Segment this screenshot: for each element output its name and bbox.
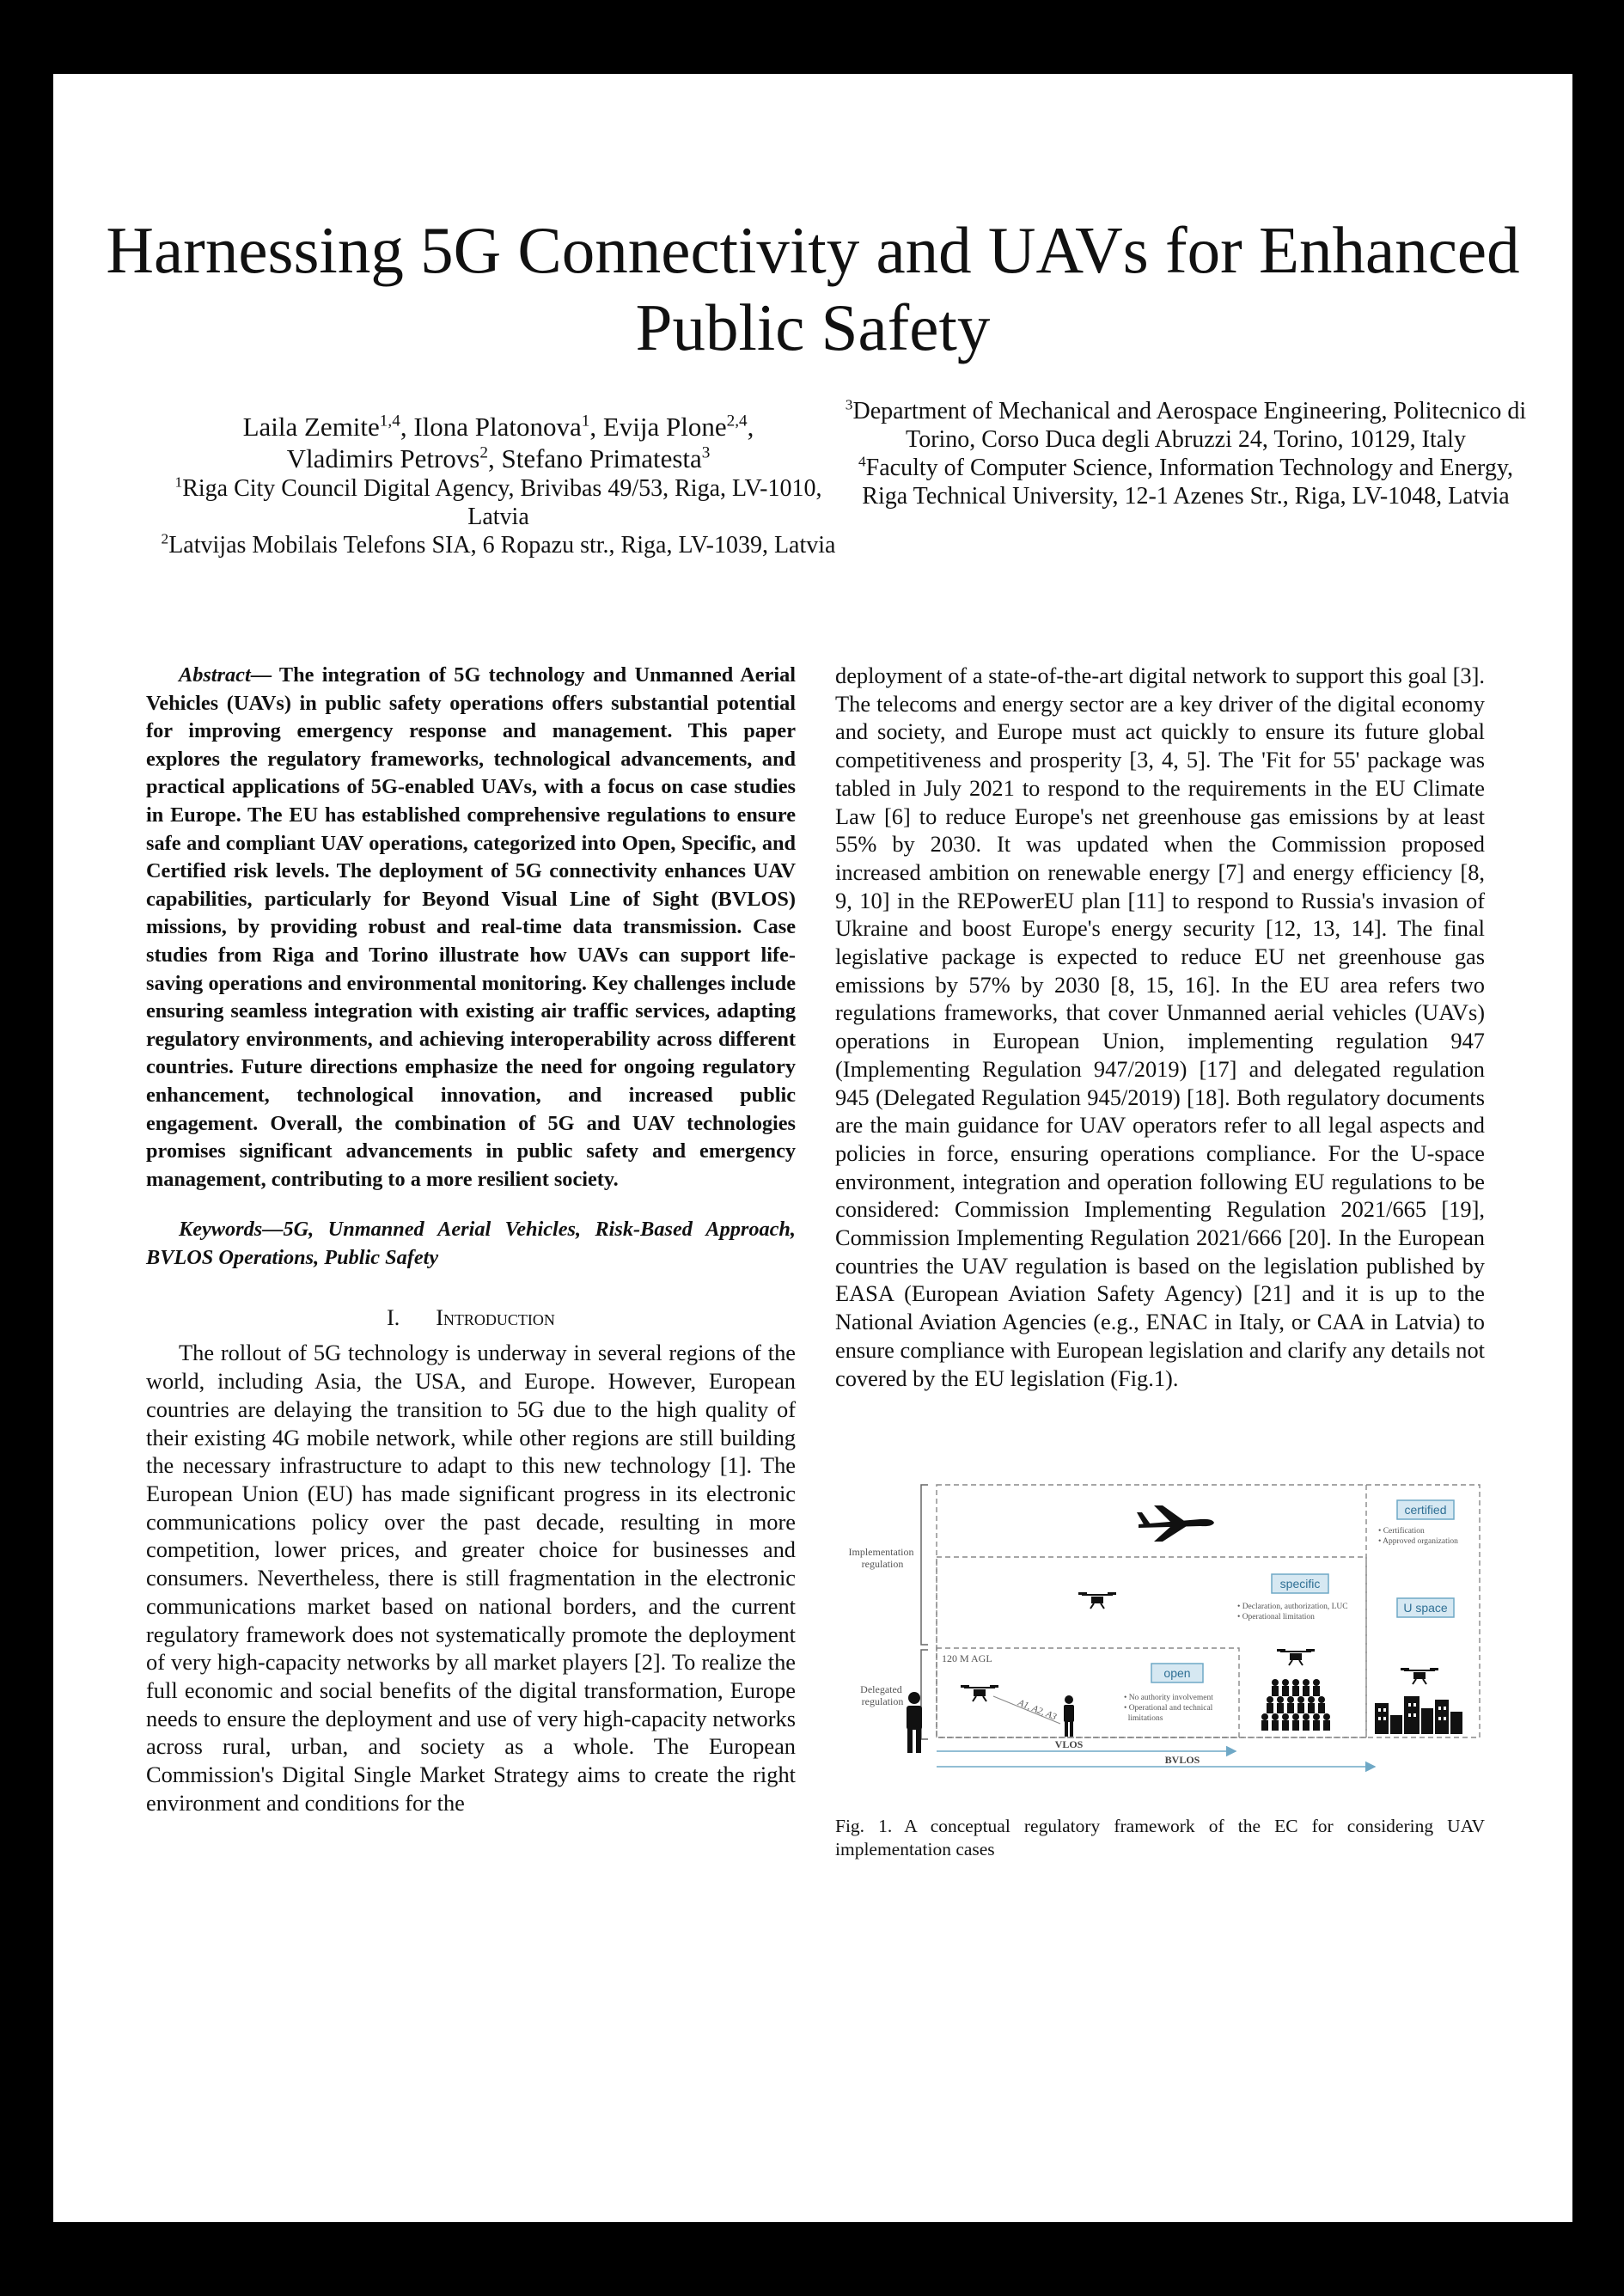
author-name: Stefano Primatesta	[501, 443, 702, 473]
author-sep: ,	[400, 412, 414, 442]
affiliation-sup: 4	[858, 453, 866, 470]
drone-icon	[1401, 1668, 1438, 1684]
author-sup: 1,4	[379, 412, 400, 430]
authors-left	[146, 411, 851, 559]
author-name: Laila Zemite	[242, 412, 380, 442]
author-sup: 2,4	[726, 412, 748, 430]
open-note: limitations	[1124, 1714, 1163, 1723]
certified-note: • Approved organization	[1378, 1537, 1458, 1546]
author-sep: ,	[589, 412, 603, 442]
affiliation	[146, 474, 851, 531]
section-number: I.	[387, 1305, 400, 1331]
vlos-label: VLOS	[1054, 1738, 1084, 1750]
drone-icon	[1078, 1592, 1116, 1609]
regulatory-framework-diagram	[835, 1480, 1485, 1806]
caption-text: A conceptual regulatory framework of the EC for considering UAV implementation cases	[835, 1816, 1485, 1859]
open-badge-text: open	[1163, 1666, 1191, 1680]
affiliation	[833, 397, 1538, 454]
abstract-lead: Abstract	[179, 663, 251, 687]
intro-paragraph-left: The rollout of 5G technology is underway in several regions of the world, including Asia, the USA, and Europe. However, European countries are delaying the transition to 5G due to the high quality of their existing 4G mobile network, while other regions are still building the necessary infrastructure to adapt to this new technology [1]. The European Union (EU) has made significant progress in its electronic communications policy over the past decade, resulting in more competition, lower prices, and greater choice for businesses and consumers. Nevertheless, there is still fragmentation in the electronic communications market based on national borders, and the current regulatory framework does not systematically promote the deployment of very high-capacity networks by all market players [2]. To realize the full economic and social benefits of the digital transformation, Europe needs to ensure the deployment and use of very high-capacity networks across rural, urban, and society as a whole. The European Commission's Digital Single Market Strategy aims to create the right environment and conditions for the	[146, 1340, 796, 1816]
author-sep: ,	[487, 443, 502, 473]
abstract-text: The integration of 5G technology and Unmanned Aerial Vehicles (UAVs) in public safety operations offers substantial potential for improving emergency response and management. This paper explores the regulatory frameworks, technological advancements, and practical applications of 5G-enabled UAVs, with a focus on case studies in Europe. The EU has established comprehensive regulations to ensure safe and compliant UAV operations, categorized into Open, Specific, and Certified risk levels. The deployment of 5G connectivity enhances UAV capabilities, particularly for Beyond Visual Line of Sight (BVLOS) missions, by providing robust and real-time data transmission. Case studies from Riga and Torino illustrate how UAVs can support life-saving operations and environmental monitoring. Key challenges include ensuring seamless integration with existing air traffic services, adapting regulatory environments, and achieving interoperability across different countries. Future directions emphasize the need for ongoing regulatory enhancement, technological innovation, and increased public engagement. Overall, the combination of 5G and UAV technologies promises significant advancements in public safety and emergency management, contributing to a more resilient society.	[146, 663, 796, 1191]
implementation-label-line2: regulation	[861, 1558, 904, 1570]
person-icon	[1064, 1695, 1074, 1737]
delegated-label-line2: regulation	[861, 1695, 904, 1707]
author-name: Vladimirs Petrovs	[286, 443, 480, 473]
city-buildings-icon	[1375, 1696, 1462, 1734]
drone-icon	[1277, 1649, 1315, 1665]
keywords: Keywords—5G, Unmanned Aerial Vehicles, Risk-Based Approach, BVLOS Operations, Public Safety	[146, 1218, 796, 1269]
operator-person-icon	[907, 1692, 922, 1753]
delegated-label	[860, 1683, 905, 1707]
section-heading	[146, 1304, 796, 1332]
authors-right	[833, 397, 1538, 510]
author-sup: 3	[701, 443, 711, 462]
specific-note: • Operational limitation	[1237, 1613, 1315, 1621]
crowd-icon	[1261, 1679, 1330, 1731]
affiliation-sup: 3	[845, 396, 853, 413]
author-sep: ,	[747, 412, 754, 442]
abstract-dash: —	[250, 663, 279, 687]
implementation-bracket	[921, 1485, 928, 1645]
drone-icon	[961, 1685, 998, 1701]
author-names	[146, 411, 851, 474]
certified-badge-text: certified	[1404, 1503, 1447, 1517]
right-column	[835, 662, 1485, 1392]
affiliation	[833, 454, 1538, 510]
affiliation-text: Riga City Council Digital Agency, Brivibas 49/53, Riga, LV-1010, Latvia	[182, 475, 822, 530]
section-title: Introduction	[436, 1305, 555, 1331]
implementation-label	[849, 1546, 917, 1570]
left-column	[146, 662, 796, 1817]
figure-1	[835, 1480, 1485, 1806]
specific-badge-text: specific	[1279, 1577, 1321, 1591]
open-note: • No authority involvement	[1124, 1694, 1213, 1702]
affiliation	[146, 531, 851, 559]
certified-note: • Certification	[1378, 1527, 1425, 1536]
delegated-label-line1: Delegated	[860, 1683, 902, 1695]
author-sup: 2	[479, 443, 488, 462]
affiliation-text: Department of Mechanical and Aerospace Engineering, Politecnico di Torino, Corso Duca degli Abruzzi 24, Torino, 10129, Italy	[852, 398, 1527, 453]
delegated-bracket	[921, 1650, 928, 1739]
specific-note: • Declaration, authorization, LUC	[1237, 1603, 1348, 1611]
author-sup: 1	[581, 412, 590, 430]
uspace-badge-text: U space	[1403, 1601, 1448, 1615]
altitude-label: 120 M AGL	[942, 1652, 992, 1664]
abstract	[146, 662, 796, 1194]
bvlos-label: BVLOS	[1164, 1754, 1200, 1766]
airplane-icon	[1137, 1505, 1214, 1542]
open-note: • Operational and technical	[1124, 1704, 1213, 1713]
affiliation-sup: 2	[161, 530, 169, 547]
intro-paragraph-right: deployment of a state-of-the-art digital network to support this goal [3]. The telecoms and energy sector are a key driver of the digital economy and society, and Europe must act quickly to ensure its future global competitiveness and prosperity [3, 4, 5]. The 'Fit for 55' package was tabled in July 2021 to respond to the requirements in the EU Climate Law [6] to reduce Europe's net greenhouse gas emissions by at least 55% by 2030. It was updated when the Commission proposed increased ambition on renewable energy [7] and energy efficiency [8, 9, 10] in the REPowerEU plan [11] to respond to Russia's invasion of Ukraine and boost Europe's energy security [12, 13, 14]. The final legislative package is expected to reduce EU net greenhouse gas emissions by 57% by 2030 [8, 15, 16]. In the EU area refers two regulations frameworks, that cover Unmanned aerial vehicles (UAVs) operations in European Union, implementing regulation 947 (Implementing Regulation 947/2019) [17] and delegated regulation 945 (Delegated Regulation 945/2019) [18]. Both regulatory documents are the main guidance for UAV operators refer to all legal aspects and policies in force, ensuring operations compliance. For the U-space environment, integration and operation following EU regulations to be considered: Commission Implementing Regulation 2021/665 [19], Commission Implementing Regulation 2021/666 [20]. In the European countries the UAV regulation is based on the legislation published by EASA (European Aviation Safety Agency) [21] and it is up to the National Aviation Agencies (e.g., ENAC in Italy, or CAA in Latvia) to ensure compliance with European legislation and clarify any details not covered by the EU legislation (Fig.1).	[835, 663, 1485, 1391]
caption-label: Fig. 1.	[835, 1816, 893, 1836]
affiliation-sup: 1	[174, 473, 183, 491]
affiliation-text: Latvijas Mobilais Telefons SIA, 6 Ropazu str., Riga, LV-1039, Latvia	[168, 532, 836, 559]
author-name: Evija Plone	[602, 412, 727, 442]
subcategory-label: A1, A2, A3	[1016, 1697, 1059, 1723]
figure-caption	[835, 1815, 1485, 1861]
paper-page	[53, 74, 1572, 2222]
affiliation-text: Faculty of Computer Science, Information Technology and Energy, Riga Technical University, 12-1 Azenes Str., Riga, LV-1048, Latvia	[862, 455, 1514, 510]
paper-title: Harnessing 5G Connectivity and UAVs for Enhanced Public Safety	[106, 213, 1520, 364]
author-name: Ilona Platonova	[413, 412, 582, 442]
implementation-label-line1: Implementation	[848, 1546, 914, 1558]
